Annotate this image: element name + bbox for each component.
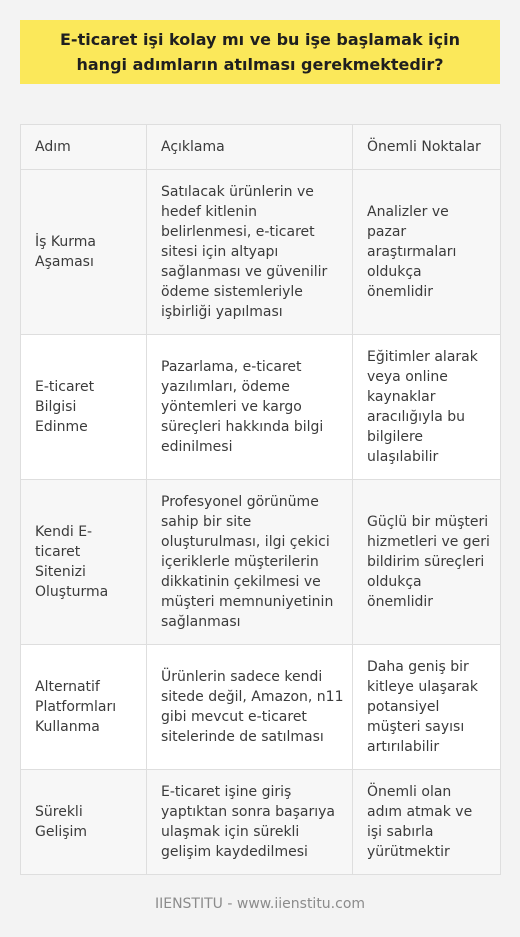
- header-description: Açıklama: [147, 125, 353, 170]
- step-cell: E-ticaret Bilgisi Edinme: [21, 335, 147, 480]
- key-points-cell: Eğitimler alarak veya online kaynaklar aracılığıyla bu bilgilere ulaşılabilir: [353, 335, 501, 480]
- key-points-cell: Güçlü bir müşteri hizmetleri ve geri bildirim süreçleri oldukça önemlidir: [353, 480, 501, 645]
- key-points-cell: Daha geniş bir kitleye ulaşarak potansiyel müşteri sayısı artırılabilir: [353, 645, 501, 770]
- key-points-cell: Analizler ve pazar araştırmaları oldukça önemlidir: [353, 170, 501, 335]
- steps-table: [20, 124, 501, 875]
- description-cell: Ürünlerin sadece kendi sitede değil, Amazon, n11 gibi mevcut e-ticaret sitelerinde de satılması: [147, 645, 353, 770]
- title-banner: [20, 20, 500, 84]
- step-cell: İş Kurma Aşaması: [21, 170, 147, 335]
- key-points-cell: Önemli olan adım atmak ve işi sabırla yürütmektir: [353, 770, 501, 875]
- table-row: [21, 170, 501, 335]
- footer-credit: IIENSTITU - www.iienstitu.com: [154, 896, 366, 912]
- description-cell: Profesyonel görünüme sahip bir site oluşturulması, ilgi çekici içeriklerle müşterilerin dikkatinin çekilmesi ve müşteri memnuniyetinin sağlanması: [147, 480, 353, 645]
- table-header-row: [21, 125, 501, 170]
- step-cell: Sürekli Gelişim: [21, 770, 147, 875]
- description-cell: Pazarlama, e-ticaret yazılımları, ödeme yöntemleri ve kargo süreçleri hakkında bilgi edinilmesi: [147, 335, 353, 480]
- header-step: Adım: [21, 125, 147, 170]
- step-cell: Kendi E-ticaret Sitenizi Oluşturma: [21, 480, 147, 645]
- description-cell: Satılacak ürünlerin ve hedef kitlenin belirlenmesi, e-ticaret sitesi için altyapı sağlanması ve güvenilir ödeme sistemleriyle işbirliği yapılması: [147, 170, 353, 335]
- table-row: [21, 770, 501, 875]
- header-key-points: Önemli Noktalar: [353, 125, 501, 170]
- table-row: [21, 335, 501, 480]
- description-cell: E-ticaret işine giriş yaptıktan sonra başarıya ulaşmak için sürekli gelişim kaydedilmesi: [147, 770, 353, 875]
- table-row: [21, 645, 501, 770]
- table-row: [21, 480, 501, 645]
- step-cell: Alternatif Platformları Kullanma: [21, 645, 147, 770]
- page-title: E-ticaret işi kolay mı ve bu işe başlamak için hangi adımların atılması gerekmektedir?: [60, 30, 460, 74]
